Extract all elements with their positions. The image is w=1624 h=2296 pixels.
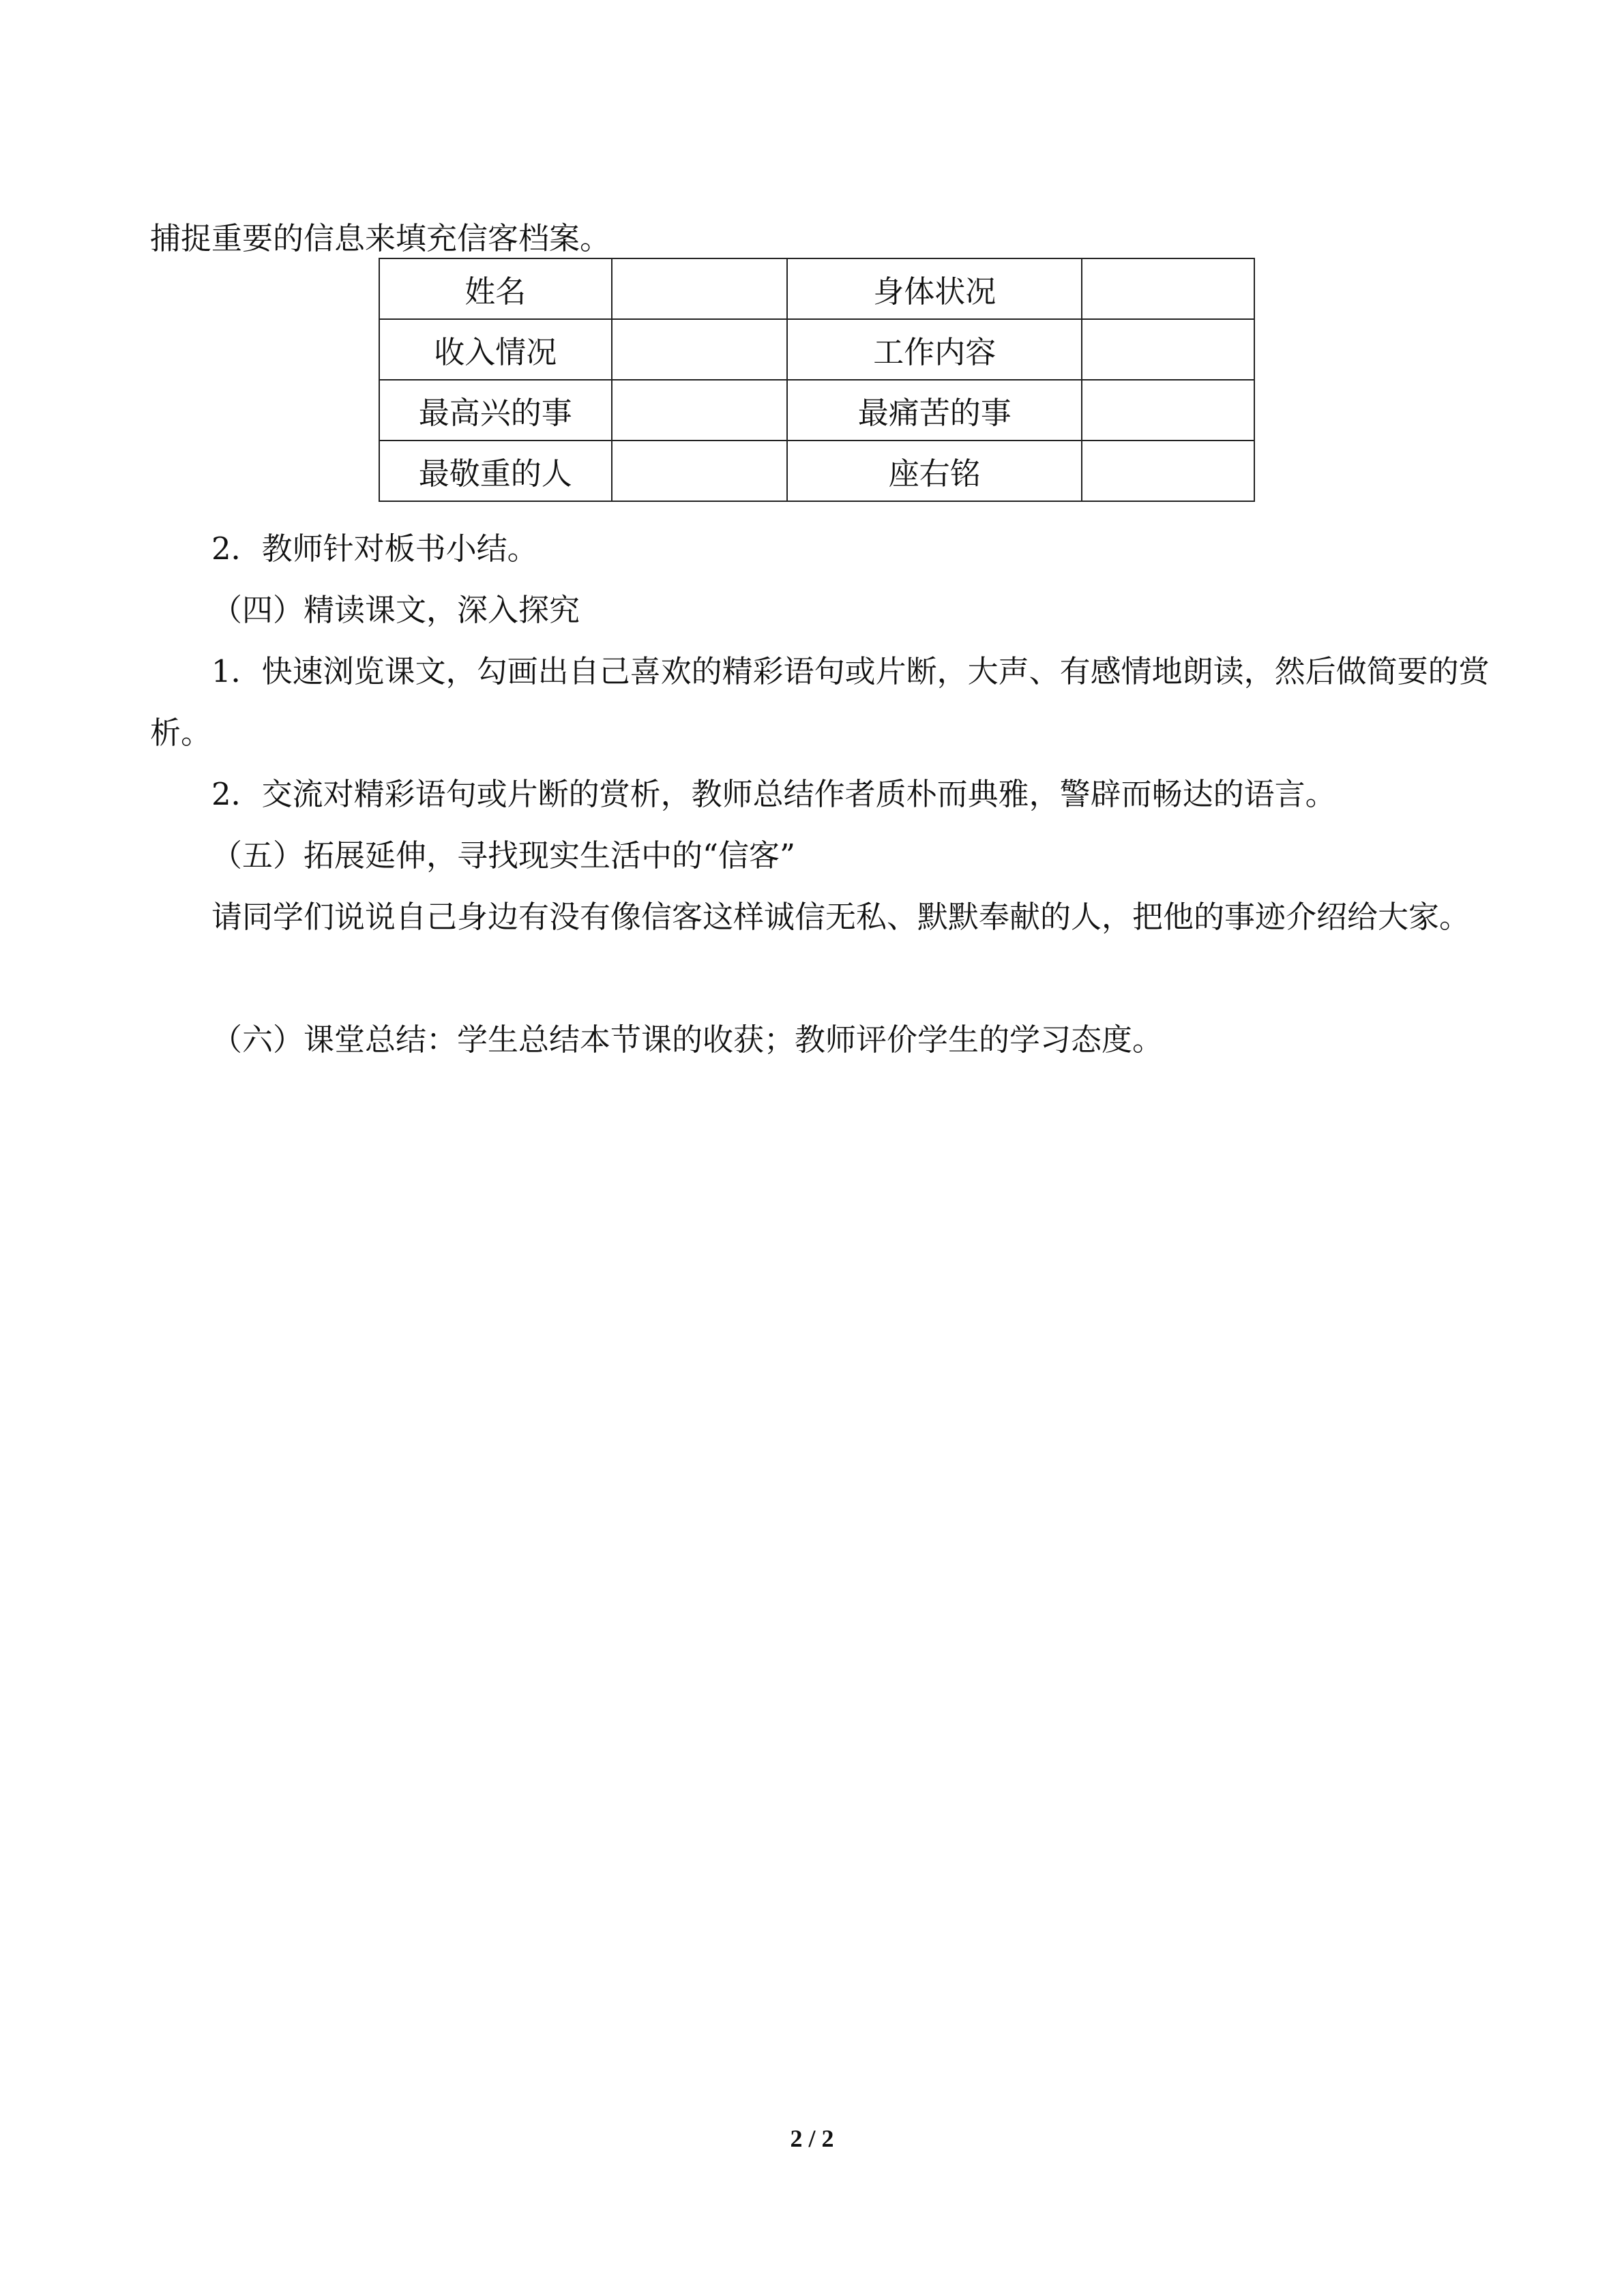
table-cell-value bbox=[612, 319, 788, 380]
page-number: 2 / 2 bbox=[790, 2125, 834, 2152]
table-cell-label: 座右铭 bbox=[787, 441, 1082, 501]
section-heading-6: （六）课堂总结：学生总结本节课的收获；教师评价学生的学习态度。 bbox=[211, 1022, 1164, 1058]
table-cell-value bbox=[612, 441, 788, 501]
table-cell-value bbox=[612, 380, 788, 441]
table-cell-value bbox=[1082, 319, 1254, 380]
paragraph-reading: 1．快速浏览课文，勾画出自己喜欢的精彩语句或片断，大声、有感情地朗读，然后做简要的赏析。 bbox=[150, 653, 1490, 751]
table-cell-value bbox=[612, 258, 788, 319]
table-cell-value bbox=[1082, 258, 1254, 319]
section-heading-5: （五）拓展延伸，寻找现实生活中的“信客” bbox=[211, 837, 796, 874]
intro-line: 捕捉重要的信息来填充信客档案。 bbox=[150, 220, 611, 256]
table-cell-label: 姓名 bbox=[379, 258, 612, 319]
table-row bbox=[379, 319, 1254, 380]
table-cell-value bbox=[1082, 380, 1254, 441]
table-cell-label: 最敬重的人 bbox=[379, 441, 612, 501]
table-cell-label: 收入情况 bbox=[379, 319, 612, 380]
table-row bbox=[379, 380, 1254, 441]
table-cell-label: 身体状况 bbox=[787, 258, 1082, 319]
table-cell-label: 工作内容 bbox=[787, 319, 1082, 380]
table-row bbox=[379, 258, 1254, 319]
section-heading-4: （四）精读课文，深入探究 bbox=[211, 592, 580, 628]
table-cell-label: 最痛苦的事 bbox=[787, 380, 1082, 441]
table-cell-label: 最高兴的事 bbox=[379, 380, 612, 441]
paragraph-exchange: 2．交流对精彩语句或片断的赏析，教师总结作者质朴而典雅，警辟而畅达的语言。 bbox=[211, 776, 1336, 812]
table-cell-value bbox=[1082, 441, 1254, 501]
paragraph-summary: 2．教师针对板书小结。 bbox=[211, 531, 538, 567]
table-row bbox=[379, 441, 1254, 501]
archive-table bbox=[379, 258, 1255, 502]
paragraph-discussion: 请同学们说说自己身边有没有像信客这样诚信无私、默默奉献的人，把他的事迹介绍给大家。 bbox=[211, 899, 1471, 935]
